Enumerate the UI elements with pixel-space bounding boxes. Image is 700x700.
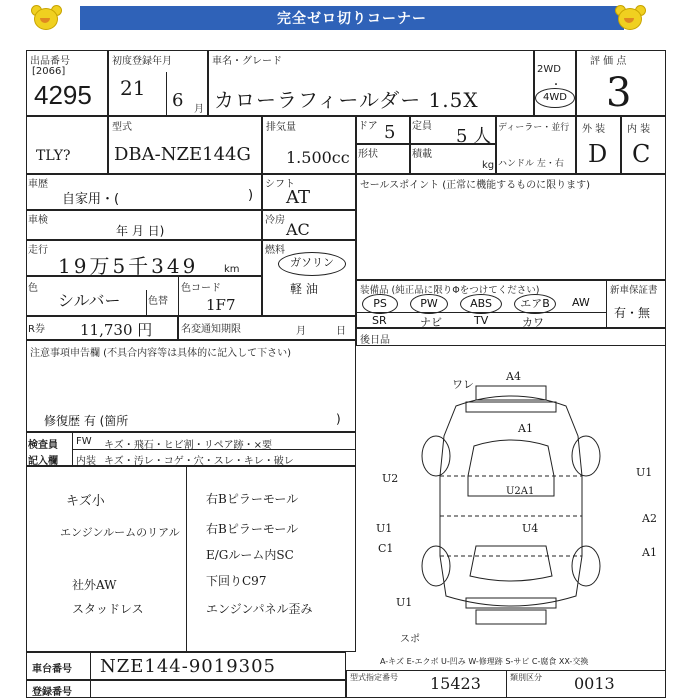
colorcode-value: 1F7 [206,296,236,314]
notes-title: 注意事項申告欄 (不具合内容等は具体的に記入して下さい) [30,348,291,359]
car-diagram [356,346,666,652]
equip-navi: ナビ [420,316,442,329]
equip-pw: PW [410,294,448,314]
dealer-label: ディーラー・並行 [498,123,570,133]
kind-label: 車歴 [28,179,48,190]
warranty-label: 新車保証書 [610,285,658,296]
equip-tv: TV [474,314,489,327]
diag-label-1: ワレ [452,378,474,391]
cap-value: 5 人 [456,126,492,147]
mileage-value: 19万5千349 [58,254,199,278]
lot-number: 4295 [34,80,92,110]
handnote-7: 社外AW [72,578,117,592]
check-int-items: キズ・汚レ・コゲ・穴・スレ・キレ・破レ [104,456,294,467]
fuel-alt: 軽 油 [290,282,318,296]
notes-repair: 修復歴 有 (箇所 [44,414,129,428]
namechange-day: 日 [336,326,346,337]
shift-value: AT [286,187,311,208]
notes-repair-close: ) [336,412,341,426]
side-note: TLY? [36,148,71,164]
mascot-right-icon [612,4,646,34]
regnum-label: 登録番号 [32,687,72,698]
color-value: シルバー [58,291,121,310]
name-label: 車名・グレード [212,56,282,67]
diag-label-13: スポ [400,634,420,645]
equip-aw: AW [572,296,590,309]
load-label: 積載 [412,149,432,160]
equip-ps: PS [362,294,398,314]
reg-label: 初度登録年月 [112,56,172,67]
inspect-value: 年 月 日) [116,224,165,238]
check-fw-items: キズ・飛石・ヒビ割・リペア跡・×要 [104,440,272,451]
reg-month: 6 [172,90,184,111]
color-label: 色 [28,283,38,294]
diag-label-8: A2 [642,512,657,525]
shape-label: 形状 [358,149,378,160]
check-interior: 内装 [76,456,96,467]
handnote-4: 右Bピラーモール [206,522,299,536]
ext-value: D [588,140,608,168]
disp-label: 排気量 [266,122,296,133]
regnum-box [26,680,346,698]
handnote-9: エンジンパネル歪み [206,602,313,616]
score-value: 3 [606,70,632,116]
colorcode-label: 色コード [181,283,221,294]
chassis-value: NZE144-9019305 [100,656,276,677]
drive-4wd-circle: 4WD [535,88,575,108]
handnote-6: 下回りC97 [206,574,267,588]
car-name: カローラフィールダー 1.5X [214,88,479,112]
cooler-value: AC [286,220,310,239]
inspect-label: 車検 [28,215,48,226]
diag-label-5: U1 [636,466,653,479]
handnote-1: キズ小 [66,494,105,509]
model-value: DBA-NZE144G [114,144,251,165]
mileage-unit: km [224,264,240,275]
door-label: ドア [358,121,378,132]
diag-label-9: U1 [376,522,393,535]
ref-value: 15423 [430,674,481,693]
shift-label: シフト [265,179,295,190]
reg-year: 21 [120,76,146,100]
check-inspector: 検査員 [28,440,58,451]
banner-title: 完全ゼロ切りコーナー [80,6,624,30]
load-unit: kg [482,160,495,171]
check-entry: 記入欄 [28,456,58,467]
namechange-unit: 月 [296,326,306,337]
r-value: 11,730 円 [80,321,153,339]
handle-label: ハンドル 左・右 [498,159,564,169]
color-change-label: 色替 [148,296,168,307]
diag-label-12: U1 [396,596,413,609]
int-value: C [632,140,651,168]
class-value: 0013 [574,674,615,693]
handnote-2: エンジンルームのリアル [60,526,180,539]
handnote-3: 右Bピラーモール [206,492,299,506]
mileage-label: 走行 [28,245,48,256]
diag-label-10: C1 [378,542,394,555]
handnote-8: スタッドレス [72,602,144,616]
mascot-left-icon [28,4,62,34]
drive-2wd: 2WD [537,64,561,75]
equip-abs: ABS [460,294,502,314]
diag-label-11: A1 [642,546,657,559]
warranty-value: 有・無 [614,306,651,320]
disp-value: 1.500cc [286,148,350,167]
cap-label: 定員 [412,121,432,132]
class-label: 類別区分 [510,673,542,682]
fuel-label: 燃料 [265,245,285,256]
namechange-label: 名変通知期限 [181,324,241,335]
reg-month-unit: 月 [194,104,204,115]
equip-kawa: カワ [522,316,544,329]
ext-label: 外 装 [582,124,606,135]
diag-label-3: A1 [518,422,533,435]
sales-label: セールスポイント (正常に機能するものに限ります) [360,180,591,191]
equip-sr: SR [372,314,387,327]
chassis-label: 車台番号 [32,664,72,675]
after-box [356,328,666,346]
score-label: 評 価 点 [590,56,627,67]
diag-label-6: U2A1 [506,486,535,497]
kind-value: 自家用・( [62,192,120,207]
cooler-label: 冷房 [265,215,285,226]
after-label: 後日品 [360,335,390,346]
lot-sub: [2066] [32,66,66,77]
door-value: 5 [384,122,396,143]
int-label: 内 装 [627,124,651,135]
diag-label-4: U2 [382,472,399,485]
model-label: 型式 [112,122,132,133]
handnote-5: E/Gルーム内SC [206,548,294,562]
r-label: R券 [28,324,45,335]
diag-label-7: U4 [522,522,539,535]
ref-label: 型式指定番号 [350,673,398,682]
equip-label: 装備品 (純正品に限りΦをつけてください) [360,285,540,296]
drive-dot: ・ [551,80,561,91]
lot-label: 出品番号 [30,56,70,67]
kind-close: ) [248,188,254,203]
check-fw: FW [76,436,92,447]
fuel-circle: ガソリン [278,252,346,276]
legend-text: A-キズ E-エクボ U-凹み W-修理跡 S-サビ C-腐食 XX-交換 [380,657,589,666]
side-note-box [26,116,108,174]
equip-airbag: エアB [514,294,556,314]
diag-label-2: A4 [506,370,521,383]
